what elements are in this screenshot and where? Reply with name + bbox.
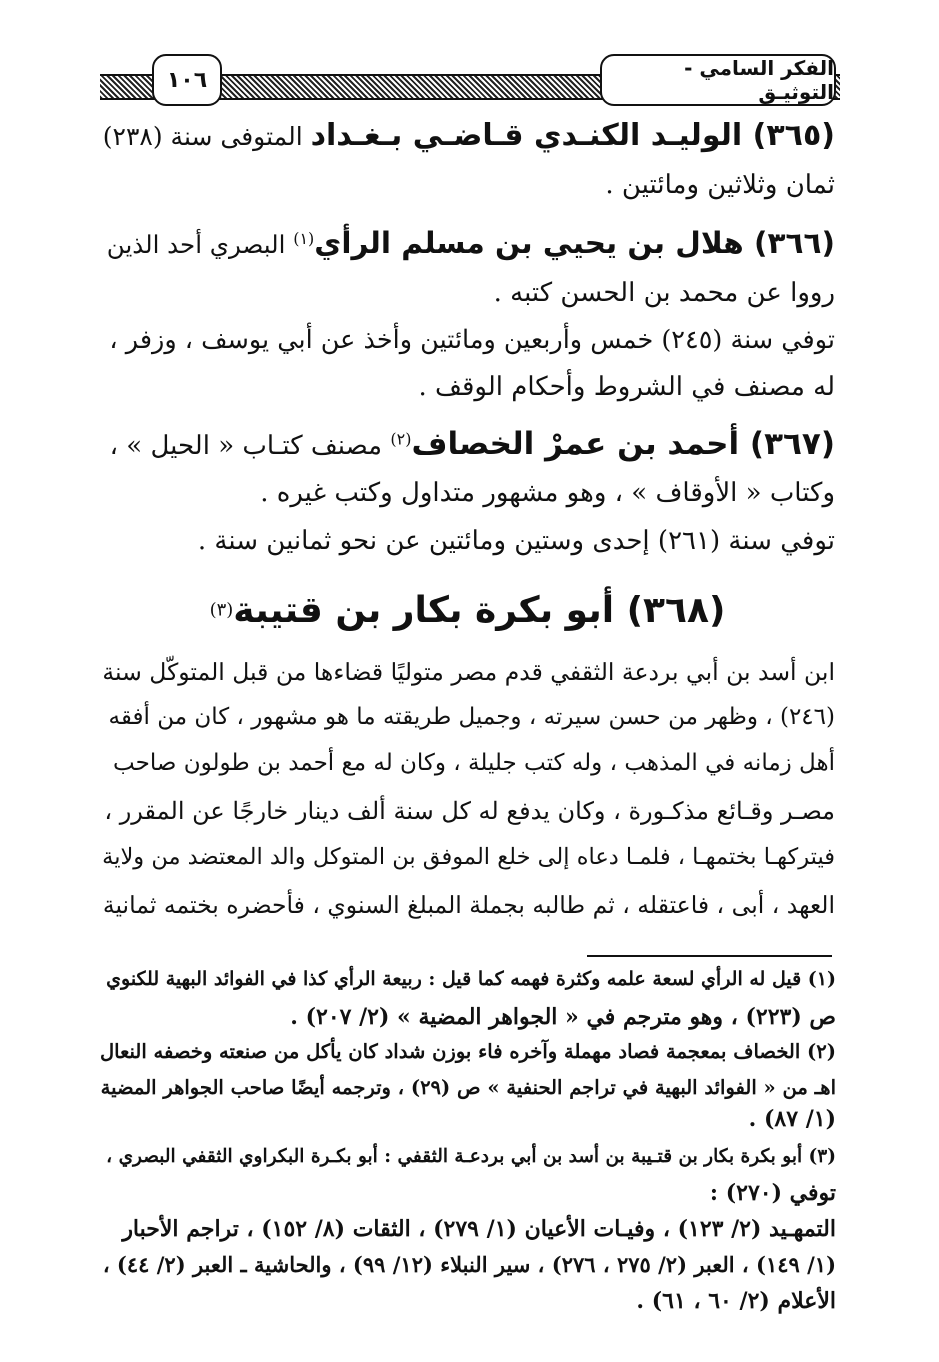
- entry-368-body-line: العهد ، أبى ، فاعتقله ، ثم طالبه بجملة المبلغ السنوي ، فأحضره بختمه ثمانية: [102, 891, 835, 919]
- entry-368-body-line: مصـر وقـائع مذكـورة ، وكان يدفع له كل سنة ألف دينار خارجًا عن المقرر ،: [104, 797, 835, 825]
- entry-368-body-line: فيتركهـا بختمهـا ، فلمـا دعاه إلى خلع الموفق بن المتوكل والد المعتضد من ولاية: [102, 844, 835, 870]
- footnote-marker-2: (٢): [390, 429, 412, 449]
- footnote-line: اهـ من « الفوائد البهية في تراجم الحنفية » ص (٢٩) ، وترجمه أيضًا صاحب الجواهر المضية: [100, 1076, 836, 1099]
- page-number: ١٠٦: [152, 54, 222, 106]
- entry-365-line2: ثمان وثلاثين ومائتين .: [605, 170, 835, 200]
- entry-367-line1: [100, 426, 835, 463]
- footnote-line: (٣) أبو بكرة بكار بن قتـيبة بن أسد بن أبي بردعـة الثقفي : أبو بكـرة البكراوي الثقفي البصري ،: [106, 1146, 836, 1167]
- footnote-line: الأعلام (٢/ ٦٠ ، ٦١) .: [636, 1288, 836, 1314]
- entry-367-line2: وكتاب « الأوقاف » ، وهو مشهور متداول وكتب غيره .: [260, 478, 835, 508]
- entry-366-line3: توفي سنة (٢٤٥) خمس وأربعين ومائتين وأخذ عن أبي يوسف ، وزفر ،: [109, 325, 835, 355]
- entry-366-line4: له مصنف في الشروط وأحكام الوقف .: [418, 372, 835, 402]
- footnote-line: (١) قيل له الرأي لسعة علمه وكثرة فهمه كما قيل : ربيعة الرأي كذا في الفوائد البهية للكنوي: [106, 968, 836, 990]
- footnote-line: توفي (٢٧٠) :: [709, 1180, 836, 1206]
- entry-366-line2: رووا عن محمد بن الحسن كتبه .: [493, 278, 835, 308]
- entry-366-heading: (٣٦٦) هلال بن يحيي بن مسلم الرأي: [314, 226, 835, 260]
- running-title: الفكر السامي - التوثيـق: [600, 54, 836, 106]
- entry-367-text: مصنف كتـاب « الحيل » ،: [109, 431, 383, 461]
- footnote-line: (١/ ١٤٩) ، العبر (٢/ ٢٧٥ ، ٢٧٦) ، سير النبلاء (١٢/ ٩٩) ، والحاشية ـ العبر (٢/ ٤٤) ،: [102, 1252, 836, 1277]
- entry-365-text: المتوفى سنة (٢٣٨): [102, 122, 303, 151]
- entry-367-line3: توفي سنة (٢٦١) إحدى وستين ومائتين عن نحو ثمانين سنة .: [197, 526, 835, 556]
- footnote-line: التمهـيد (٢/ ١٢٣) ، وفيـات الأعيان (١/ ٢٧٩) ، الثقات (٨/ ١٥٢) ، تراجم الأحبار: [122, 1216, 836, 1242]
- footnote-line: ص (٢٢٣) ، وهو مترجم في « الجواهر المضية » (٢/ ٢٠٧) .: [290, 1004, 836, 1030]
- footnote-line: (٢) الخصاف بمعجمة فصاد مهملة وآخره فاء بوزن شداد كان يأكل من صنعته وخصفه النعال: [99, 1040, 836, 1063]
- entry-366-line1: [100, 226, 835, 261]
- footnote-separator: [587, 955, 832, 957]
- entry-368-body-line: ابن أسد بن أبي بردعة الثقفي قدم مصر متوليًا قضاءها من قبل المتوكّل سنة: [102, 658, 835, 686]
- footnote-line: (١/ ٨٧) .: [748, 1106, 836, 1132]
- entry-368-heading-line: [100, 590, 835, 631]
- entry-368-heading: (٣٦٨) أبو بكرة بكار بن قتيبة: [233, 590, 726, 631]
- entry-365-line1: [100, 118, 835, 154]
- footnote-marker-3: (٣): [209, 599, 234, 621]
- footnote-marker-1: (١): [293, 228, 315, 248]
- entry-365-heading: (٣٦٥) الوليـد الكنـدي قـاضـي بـغـداد: [310, 118, 835, 153]
- entry-368-body-line: (٢٤٦) ، وظهر من حسن سيرته ، وجميل طريقته ما هو مشهور ، كان من أفقه: [108, 704, 835, 730]
- entry-367-heading: (٣٦٧) أحمد بن عمرْ الخصاف: [411, 426, 835, 462]
- entry-366-text: البصري أحد الذين: [106, 230, 286, 259]
- entry-368-body-line: أهل زمانه في المذهب ، وله كتب جليلة ، وكان له مع أحمد بن طولون صاحب: [113, 750, 835, 776]
